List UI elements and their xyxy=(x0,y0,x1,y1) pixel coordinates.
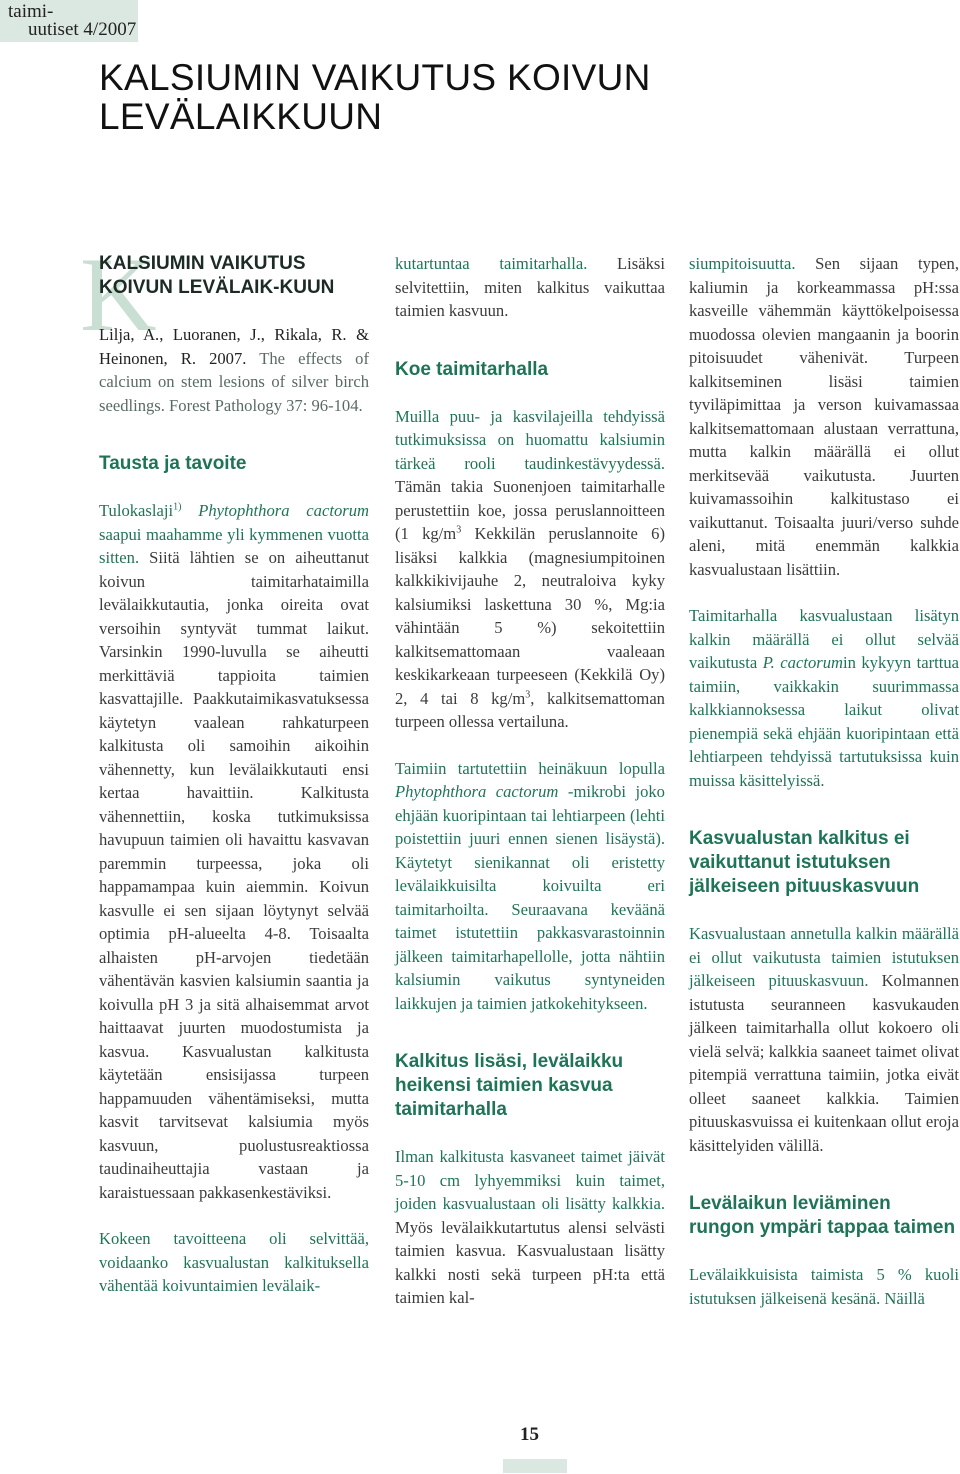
masthead xyxy=(0,0,138,42)
heading-kasvualustan: Kasvualustan kalkitus ei vaikuttanut istutuksen jälkeiseen pituuskasvuun xyxy=(689,828,920,897)
paragraph: Taimitarhalla kasvualustaan lisätyn kalkin määrällä ei ollut selvää vaikutusta P. cactorumin kykyyn tarttua taimiin, vaikkakin suurimmassa kalkkiannoksessa laikut olivat pienempiä sekä ehjään kuoripintaan että lehtiarpeen tehdyissä tartutuksissa kuin muissa käsittelyissä. xyxy=(689,606,959,790)
masthead-title: taimi- xyxy=(8,1,54,22)
paragraph: Muilla puu- ja kasvilajeilla tehdyissä tutkimuksissa on huomattu kalsiumin tärkeä rooli taudinkestävyydessä. Tämän takia Suonenjoen taimitarhalle perustettiin koe, jossa peruslannoitteen (1 $kg/m^3$ Kekkilän peruslannoite 6) lisäksi kalkkia (magnesiumpitoinen kalkkikivijauhe 2, neutraloiva kyky kalsiumiksi laskettuna 30 %, Mg:ia vähintään 5 %) sekoitettiin kalkitsemattomaan vaaleaan keskikarkeaan turpeeseen (Kekkilä Oy) 2, 4 tai 8 $kg/m^3$, kalkitsemattoman turpeen ollessa vertailuna. xyxy=(395,406,665,731)
masthead-issue: uutiset 4/2007 xyxy=(28,19,137,40)
paragraph: Kasvualustaan annetulla kalkin määrällä ei ollut vaikutusta taimien istutuksen jälkeiseen pituuskasvuun. Kolmannen istutusta seuranneen kasvukauden jälkeen taimitarhalla ollut kokoero oli vielä selvä; kalkkia saaneet taimet olivat pitempiä verrattuna taimiin, jotka eivät olleet saaneet kalkkia. Taimien pituuskasvuissa ei kuitenkaan ollut eroja käsittelyiden välillä. xyxy=(689,924,959,1155)
heading-tausta: Tausta ja tavoite xyxy=(99,453,247,474)
heading-kalkitus: Kalkitus lisäsi, levälaikku heikensi taimien kasvua taimitarhalla xyxy=(395,1051,624,1120)
heading-levalaikun: Levälaikun leviäminen rungon ympäri tappaa taimen xyxy=(689,1193,956,1238)
heading-koe: Koe taimitarhalla xyxy=(395,358,549,380)
column-3 xyxy=(689,252,959,1310)
column-2 xyxy=(395,252,665,1310)
paragraph: Kokeen tavoitteena oli selvittää, voidaanko kasvualustan kalkituksella vähentää koivuntaimien levälaik- xyxy=(99,1229,369,1295)
reference-details: The effects of calcium on stem lesions of silver birch seedlings. Forest Pathology 37: 96-104. xyxy=(99,348,369,415)
page-title: KALSIUMIN VAIKUTUS KOIVUN LEVÄLAIKKUUN xyxy=(99,57,651,137)
decorative-initial: K xyxy=(80,236,157,353)
reference-authors: Lilja, A., Luoranen, J., Rikala, R. & Heinonen, R. 2007. xyxy=(99,325,369,368)
paragraph: siumpitoisuutta. Sen sijaan typen, kaliumin ja korkeammassa pH:ssa kasveille vähemmän käyttökelpoisessa muodossa olevien mangaanin ja boorin pitoisuudet vähenivät. Turpeen kalkitseminen lisäsi taimien tyviläpimittaa ja verson kuivamassaa kalkitsemattomaan alustaan verrattuna, mutta kalkin määrällä ei ollut merkitsevää vaikutusta. Juurten kuivamassoihin kalkitustaso ei vaikuttanut. Toisaalta juuri/verso suhde aleni, mitä enemmän kalkkia kasvualustaan lisättiin. xyxy=(689,254,959,579)
column-1 xyxy=(99,252,369,1298)
paragraph: kutartuntaa taimitarhalla. Lisäksi selvitettiin, miten kalkitus vaikuttaa taimien kasvuun. xyxy=(395,254,665,320)
paragraph: Tulokaslaji$^{1)}$ Phytophthora cactorum saapui maahamme yli kymmenen vuotta sitten. Siitä lähtien se on aiheuttanut koivun taimitarhataimilla levälaikkutautia, jonka oireita ovat versoihin syntyvät tummat laikut. Varsinkin 1990-luvulla se aiheutti merkittäviä tappioita taimien kasvattajille. Paakkutaimikasvatuksessa käytetyn vaalean rahkaturpeen kalkitusta oli samoihin aikoihin vähennetty, kun levälaikkutauti ensi kertaa havaittiin. Kalkitusta vähennettiin, koska tutkimuksissa havupuun taimien oli havaittu kasvavan paremmin turpeessa, joka oli happamampaa kuin aiemmin. Koivun kasvulle ei sen sijaan löytynyt selvää optimia pH-alueelta 4-8. Toisaalta alhaisten pH-arvojen tiedetään vähentävän kasvien kalsiumin saantia ja koivulla pH 3 ja sitä alhaisemmat arvot haittaavat juurten muodostumista ja kasvua. Kasvualustan kalkitusta käytetään ensisijassa turpeen happamuuden vähentämiseksi, mutta kasvit tarvitsevat kalsiumia myös kasvuun, puolustusreaktiossa taudinaiheuttajia vastaan ja karaistuessaan pakkasenkestäviksi. xyxy=(99,501,369,1202)
paragraph: Ilman kalkitusta kasvaneet taimet jäivät 5-10 cm lyhyemmiksi kuin taimet, joiden kasvualustaan oli lisätty kalkkia. Myös levälaikkutartutus alensi selvästi taimien kasvua. Kasvualustaan lisätty kalkki nosti sekä turpeen pH:ta että taimien kal- xyxy=(395,1147,665,1307)
page-number-bar xyxy=(503,1459,567,1473)
paragraph: Taimiin tartutettiin heinäkuun lopulla Phytophthora cactorum -mikrobi joko ehjään kuoripintaan tai lehtiarpeen (lehti poistettiin juuri ennen sienen lisäystä). Käytetyt sienikannat oli eristetty levälaikkuisilta koivuilta eri taimitarhoilta. Seuraavana keväänä taimet istutettiin pakkasvarastoinnin jälkeen taimitarhapellolle, jotta nähtiin kalsiumin vaikutus syntyneiden laikkujen ja taimien jatkokehitykseen. xyxy=(395,758,665,1013)
article-title: KALSIUMIN VAIKUTUS KOIVUN LEVÄLAIK-KUUN xyxy=(99,253,335,298)
paragraph: Levälaikkuisista taimista 5 % kuoli istutuksen jälkeisenä kesänä. Näillä xyxy=(689,1265,959,1308)
page-number: 15 xyxy=(520,1424,539,1445)
reference xyxy=(99,323,369,417)
